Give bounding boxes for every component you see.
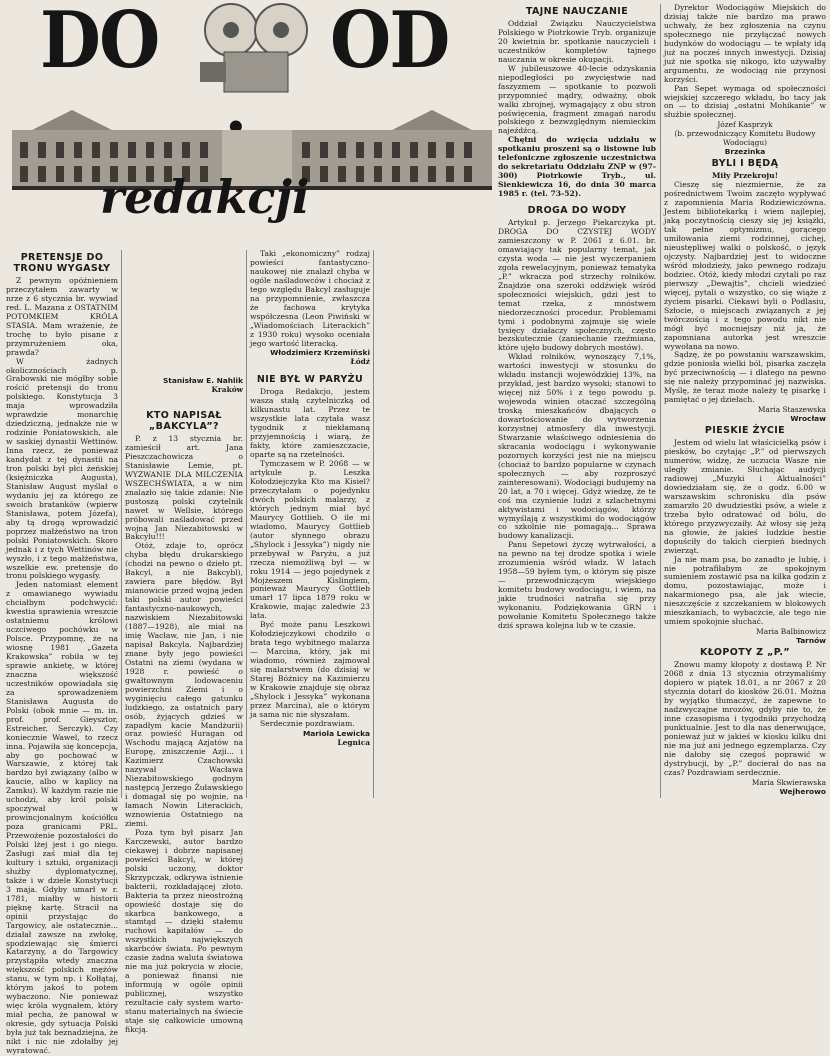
column-divider — [121, 250, 122, 798]
article-paragraph: Poza tym był pisarz Jan Karczewski, autor bardzo ciekawej i dobrze napisanej powieści Bakcyl, w której polski uczony, doktor Skrzypczak, odkrywa istnienie bakterii, rozkładającej złoto. Bakteria ta przez nieostrożną opowieść dostaje się do skarbca bankowego, a stamtąd — dzięki stałemu ruchowi kapitałów — do wszystkich największych skarbców świata. Po pewnym czasie żadna waluta światowa nie ma już pokrycia w złocie, a ponieważ finansi nie informują w ogóle opinii publicznej, wszystko rezultacie cały system warto-stanu materialnych na świecie staje się całkowicie umowną fikcją. — [125, 827, 243, 1034]
article-paragraph: Chętni do wzięcia udziału w spotkaniu proszeni są o listowne lub telefoniczne zgłoszenie uczestnictwa do sekretariatu Oddziału ZNP w (97-300) Piotrkowie Tryb., ul. Sienkiewicza 16, do dnia 30 marca 1985 r. (tel. 73-52). — [498, 135, 656, 199]
column-divider — [246, 250, 247, 798]
article-title: BYLI I BĘDĄ — [711, 158, 779, 170]
column-2 — [125, 250, 243, 1034]
article-title: NIE BYŁ W PARYŻU — [256, 374, 364, 386]
signature-name: Mariola Lewicka — [302, 728, 370, 738]
signature-place: Tarnów — [796, 636, 826, 646]
masthead-do: DO — [40, 0, 159, 86]
signature — [664, 120, 826, 156]
article-title: TAJNE NAUCZANIE — [525, 6, 629, 17]
article-paragraph: Cieszę się niezmiernie, że za pośrednictwem Twoim zaczęto wypływać z zapomnienia Maria Rodziewiczówna. Jestem bibliotekarką i wiem najlepiej, jaką poczytnością cieszy się jej książki, tak pełne optymizmu, gorącego umiłowania ziemi rodzinnej, cichej, nieustępliwej walki o polskość, o język ojczysty. Najbardziej jest to widoczne wśród młodzieży, jako pewnego rodzaju bodziec. Otóż, kiedy młodzi czytali po raz pierwszy „Dewajtis”, chcieli wiedzieć więcej, pytali o wszystko, co się wiąże z życiem pisarki. Ciekawi byli o Podlasiu, Szłocie, o miejscach związanych z jej twórczością i z tego powodu nikt nie mógł być mocniejszy niż ja, że zapomniana autorka jest wreszcie wywołana na nowo. — [664, 180, 826, 351]
article-paragraph: Taki „ekonomiczny” rodzaj powieści fantastyczno-naukowej nie znalazł chyba w ogóle naśladowców i chociaż z tego względu Bakcyl zasługuje na przypomnienie, zwłaszcza że fachowa krytyka współczesna (Leon Piwiński w „Wiadomościach Literackich” z 1930 roku) wysoko oceniała jego wartość literacką. — [250, 249, 370, 348]
article-paragraph: Pan Sepet wymaga od społeczności wiejskiej szczerego wkładu, bo tacy jak on — to dzisiaj „ostatni Mohikanie” w służbie społecznej. — [664, 83, 826, 120]
article-paragraph: W żadnych okolicznościach p. Grabowski nie mógłby sobie rościć pretensji do tronu polskiego. Konstytucja 3 maja wprowadziła wprawdzie monarchię dziedziczną, jednakże nie w rodzinie Poniatowskich, ale w saskiej dynastii Wettinów. Inna rzecz, że ponieważ kandydat z tej dynastii na tron polski był płci żeńskiej (księżniczka Augusta), Stanisław August myślał o wydaniu jej za którego ze swoich bratanków (wpierw Stanisława, potem Józefa), aby tą drogą wprowadzić poprzez małżeństwo na tron polski Poniatowskich. Skoro jednak i z tych Wettinów nie wyszło, i z tego małżeństwa, wszelkie ew. pretensje do tronu polskiego wygasły. — [6, 356, 118, 581]
signature-place: Wrocław — [790, 414, 826, 424]
signature-place: Kraków — [211, 385, 243, 394]
signature-place: Wejherowo — [779, 786, 826, 796]
signature — [664, 405, 826, 423]
signature — [664, 778, 826, 796]
signature-name: Włodzimierz Krzemiński — [270, 348, 370, 358]
article-paragraph: Ja nie mam psa, bo zanadto je lubię, i nie potrafiłabym ze spokojnym sumieniem zostawić psa na kilka godzin z domu, pozostawiając, może i nakarmionego psa, ale jak wiecie, nieszczęście z szczekaniem w blokowych mieszkaniach, to wybaczcie, ale tego nie umiem spokojnie słuchać. — [664, 554, 826, 627]
signature-name: Józef Kasprzyk — [717, 120, 773, 130]
article-title: KTO NAPISAŁ „BAKCYLA”? — [146, 410, 222, 432]
article-paragraph: W jubileuszowe 40-lecie odzyskania niepodległości po zwycięstwie nad faszyzmem — spotkanie to pozwoli przypomnieć mądry, odważny, obok walki zbrojnej, wymagający z obu stron poświęcenia, fragment zmagań narodu polskiego z bezwzględnym niemieckim najeźdźcą. — [498, 63, 656, 136]
article-paragraph: Dyrektor Wodociągów Miejskich do dzisiaj także nie bardzo ma prawo uchwały, że bez zgłoszenia na czynu społecznego nie przyłączać nowych budynków do wodociągu — te wpłaty idą już na pocześ innych inwestycji. Dzisiaj już nie spotka się nikogo, kto używałby argumentu, że wodociąg nie przynosi korzyści. — [664, 3, 826, 84]
column-divider — [660, 4, 661, 798]
column-1 — [6, 250, 118, 1055]
article-title: PRETENSJE DO TRONU WYGASŁY — [13, 252, 111, 274]
article-paragraph: Z pewnym opóźnieniem przeczytałem zawarty w nrze z 6 stycznia br. wywiad red. L. Mazana z OSTATNIM POTOMKIEM KRÓLA STASIA. Mam wrażenie, że trochę to było pisane z przymrużeniem oka, prawda? — [6, 276, 118, 357]
article-paragraph: Droga Redakcjo, jestem wasza stałą czytelniczką od kilkunastu lat. Przez te wszystkie lata czytała wasz tygodnik z niekłamaną przyjemnością i wiarą, że fakty, które zamieszczacie, oparte są na rzetelności. — [250, 387, 370, 460]
masthead-od: OD — [330, 0, 449, 86]
signature-name: Maria Staszewska — [757, 405, 826, 415]
masthead — [0, 0, 496, 270]
signature-place: Legnica — [337, 737, 370, 747]
article-paragraph: Sądzę, że po powstaniu warszawskim, gdzie poniosła wielki ból, pisarka zaczęła być przeciwnością — i dlatego na pewno się nie należy przypominać jej nazwiska. Myślę, że teraz może należy tę pisarkę i pamiętać o jej dziełach. — [664, 350, 826, 405]
signature-place: Łódź — [350, 357, 370, 367]
column-3b — [377, 250, 494, 798]
article-paragraph: Artykuł p. Jerzego Piekarczyka pt. DROGA DO CZYSTEJ WODY zamieszczony w P. 2061 z 6.01. br. omawiający tak popularny temat, jak czysta woda — nie jest wyczerpaniem zgoła rewelacyjnym, ponieważ tematyka „P.” wkracza pod strzechy rolników. Znajdzie ona szeroki oddźwięk wśród społeczności wiejskich, gdzi jest to temat rzeka, z mnóstwem niedorzeczności procedur. Problemami tymi i podobnymi zajmuje się wiele tysięcy działaczy społecznych, często bezskutecznie (zaniechanie rzeźmiana, które ujęło budowy dobrych mostów). — [498, 218, 656, 353]
article-paragraph: Wkład rolników, wynoszący 7,1%, wartości inwestycji w stosunku do wkładu instancji wojewódzkiej 13%, na przykład, jest bardzo wysoki; stanowi to więcej niż 50% i z tego powodu p. wojewoda winien otaczać szczególną troską mieszkańców dbających o dowartościowanie do wytworzenia korzystnej atmosfery dla inwestycji. Stwarzanie właściwego odniesienia do skracania wodociągu i wykonywanie pozornych korzyści jest nie na miejscu (chociaż to bardzo popularne w czynach społecznych — aby rozproszyć zainteresowani). Wodociągi budujemy na 20 lat, a 70 i więcej. Gdyż wiedzę, że te coś ma czynienie ludzi z szlachetnymi aktywistami i wodociągów, którzy wymyślają z wszystkimi do wodociągów co szkolnie nie pomagają... Sprawa budowy kanalizacji. — [498, 352, 657, 541]
article-paragraph: Tymczasem w P. 2068 — w artykule p. Leszka Kołodziejczyka Kto ma Kisiel? przeczytałam o pojedynku dwóch polskich malarzy, z których jednym miał być Maurycy Gottlieb. O ile mi wiadomo, Maurycy Gottlieb (autor słynnego obrazu „Shylock i Jessyka”) nigdy nie przebywał w Paryżu, a już rzecza niemożliwą był — w roku 1914 — jego pojedynek z Mojżeszem Kislingiem, ponieważ Maurycy Gottlieb umarł 17 lipca 1879 roku w Krakowie, mając zaledwie 23 lata. — [250, 459, 370, 621]
article-paragraph: P. z 13 stycznia br. zamieścił art. Jana Pieszczachowicza o Stanisławie Lemie, pt. WYZWANIE DLA MILCZENIA WSZECHŚWIATA, a w nim znalazło się takie zdanie: Nie pustoszą polski czytelnik nawet w Wellsie, którego próbowali naśladować przed wojną Jan Niezabitowski w Bakcylu!!! — [125, 434, 243, 542]
signature — [125, 376, 243, 394]
article-title: PIESKIE ŻYCIE — [704, 425, 786, 437]
masthead-redakcji: redakcji — [100, 170, 310, 224]
signature — [664, 627, 826, 645]
article-title: KŁOPOTY Z „P.” — [699, 647, 790, 659]
article-paragraph: Znowu mamy kłopoty z dostawą P. Nr 2068 z dnia 13 stycznia otrzymaliśmy dopiero w piątek 18.01, a nr 2067 z 20 stycznia dotarł do kiosków 26.01. Można by wyjątko tłumaczyć, że zapewne to nadzwyczajne mrozów, gdyby nie to, że inne czasopisma i tygodniki przychodzą punktualnie. Jest to dla nas denerwujące, ponieważ już w jakieś w kiosku kilku dni nie ma już ani jednego egzemplarza. Czy nie dałoby się czegoś poprawić w dystrybucji, by „P.” docierał do nas na czas? Pozdrawiam serdecznie. — [664, 660, 826, 777]
column-divider — [373, 250, 374, 798]
signature-role: (b. przewodniczący Komitetu Budowy Wodociągu) — [674, 129, 816, 148]
article-paragraph: Otóż, zdaje to, oprócz chyba błędu drukarskiego (chodzi na pewno o dzieło pt. Bakcyl, a nie Bakcybl), zawiera pare błędów. Był mianowicie przed wojną jeden taki polski autor powieści fantastyczno-naukowych, nazwiskiem Niezabitowski (1887—1928), ale miał na imię Wacław, nie Jan, i nie napisał Bakcyla. Najbardziej znane były jego powieści Ostatni na ziemi (wydana w 1928 r. powieść o gwałtownym lodowaceniu powierzchni Ziemi i o wyginięciu całego gatunku ludzkiego, za ostatnich pary osób, żyjących gdzieś w zapadłym kacie Mandżurii) oraz powieść Huragan od Wschodu mającą Azjatów na Europę, zniszczenie Azji... i Kazimierz Czachowski nazywał Wacława Niezabitowskiego godnym następcą Jerzego Żuławskiego i domagał się po wojnie, na łamach Nowin Literackich, wznowienia Ostatniego na ziemi. — [125, 541, 243, 828]
article-paragraph: Jestem od wielu lat właścicielką psów i piesków, bo czytając „P.” od pierwszych numerów, widzę, że uczucia Wasze nie uległy zmianie. Słuchając audycji radiowej „Muzyki i Aktualności” dowiedziałam się, że o godz. 6.00 w warszawskim schronisku dla psów zamarzło 20 dwudziestki psów, a wiele z trzeba było odratować od bólu, do którego przyzwyczaiły. Aż włosy się jeżą na głowie, że jakieś ludzkie bestie dopuściły do takich cierpień biednych zwierząt. — [664, 438, 826, 555]
signature-name: Maria Balbinowicz — [756, 627, 826, 637]
article-paragraph: Oddział Związku Nauczycielstwa Polskiego w Piotrkowie Tryb. organizuje 20 kwietnia br. spotkanie nauczycieli i uczestników kompletów tajnego nauczania w okresie okupacji. — [498, 19, 656, 64]
article-paragraph: Panu Sepetowi życzę wytrwałości, a na pewno na tej drodze spotka i wiele zrozumienia wśród władz. W latach 1958—59 byłem tym, o którym się pisze — przewodniczącym wiejskiego komitetu budowy wodociągu, i wiem, na jakie trudności natrafia się przy wykonaniu. Podziękowania GRN i powołanie Komitetu Społecznego także dziś sprawa kolejna lub w te czasie. — [498, 540, 656, 630]
column-3 — [250, 250, 370, 798]
article-salutation: Miły Przekroju! — [711, 171, 779, 181]
signature-name: Stanisław E. Nahlik — [162, 376, 243, 385]
article-title: DROGA DO WODY — [527, 205, 627, 217]
column-4 — [498, 4, 656, 798]
article-paragraph: Serdecznie pozdrawiam. — [260, 718, 355, 728]
signature — [250, 348, 370, 366]
masthead-film-camera-icon — [186, 0, 326, 110]
column-5 — [664, 4, 826, 798]
article-paragraph: Być może panu Leszkowi Kołodziejczykowi chodziło o brata tego wybitnego malarza — Marcina, który, jak mi wiadomo, również zajmował się malarstwem (do dzisiaj w Starej Bóżnicy na Kazimierzu w Krakowie znajduje się obraz „Shylock i Jessyka” wykonana przez Marcina), ale o którym ja sama nic nie słyszałam. — [250, 620, 370, 719]
signature-name: Maria Skwierawska — [751, 777, 826, 787]
signature — [250, 729, 370, 747]
signature-place: Brzezinka — [724, 147, 766, 157]
article-paragraph: Jeden natomiast element z omawianego wywiadu chciałbym podchwycić: kwestia sprawienia wreszcie ostatniemu królowi uczciwego pochówku w Polsce. Przypomnę, że na wiosnę 1981 „Gazeta Krakowska” robiła w tej sprawie ankietę, w której znaczna większość uczestników opowiadała się za sprowadzeniem Stanisława Augusta do Polski (obok mnie — m. in. prof. prof. Gieysztor, Estreicher, Serczyk). Czy koniecznie Wawel, to rzecz inna. Pojawiła się koncepcja, aby go pochować w Warszawie, z której tak bardzo był związany (albo w kaucie, albo w kaplicy na Zamku). W każdym razie nie uchodzi, aby król polski spoczywał w prowincjonalnym kościółku poza granicami PRL. Przewożenie pozostałości do Polski lżej jest i go niego. Zasługi zaś miał dla tej kultury i sztuki, organizacji służby dyplomatycznej, także i w dziele Konstytucji 3 maja. Gdyby umarł w r. 1781, miałby w historii pięknę kartę. Stracił na opinii przystając do Targowicy, ale ostatecznie... działał zawsze na zwłokę, spodziewając się śmierci Katarzyny, a do Targowicy przystąpiła wtedy znaczna większość polskich mężów stanu, w tym np. i Kołłątaj, którym jakoś to potem wybaczono. Nie ponieważ więc króla wygnałem, który miał pecha, że panował w okresie, gdy sytuacja Polski była już tak beznadziejna, że nikt i nic nie zdołałby jej wyratować. — [6, 580, 118, 1055]
